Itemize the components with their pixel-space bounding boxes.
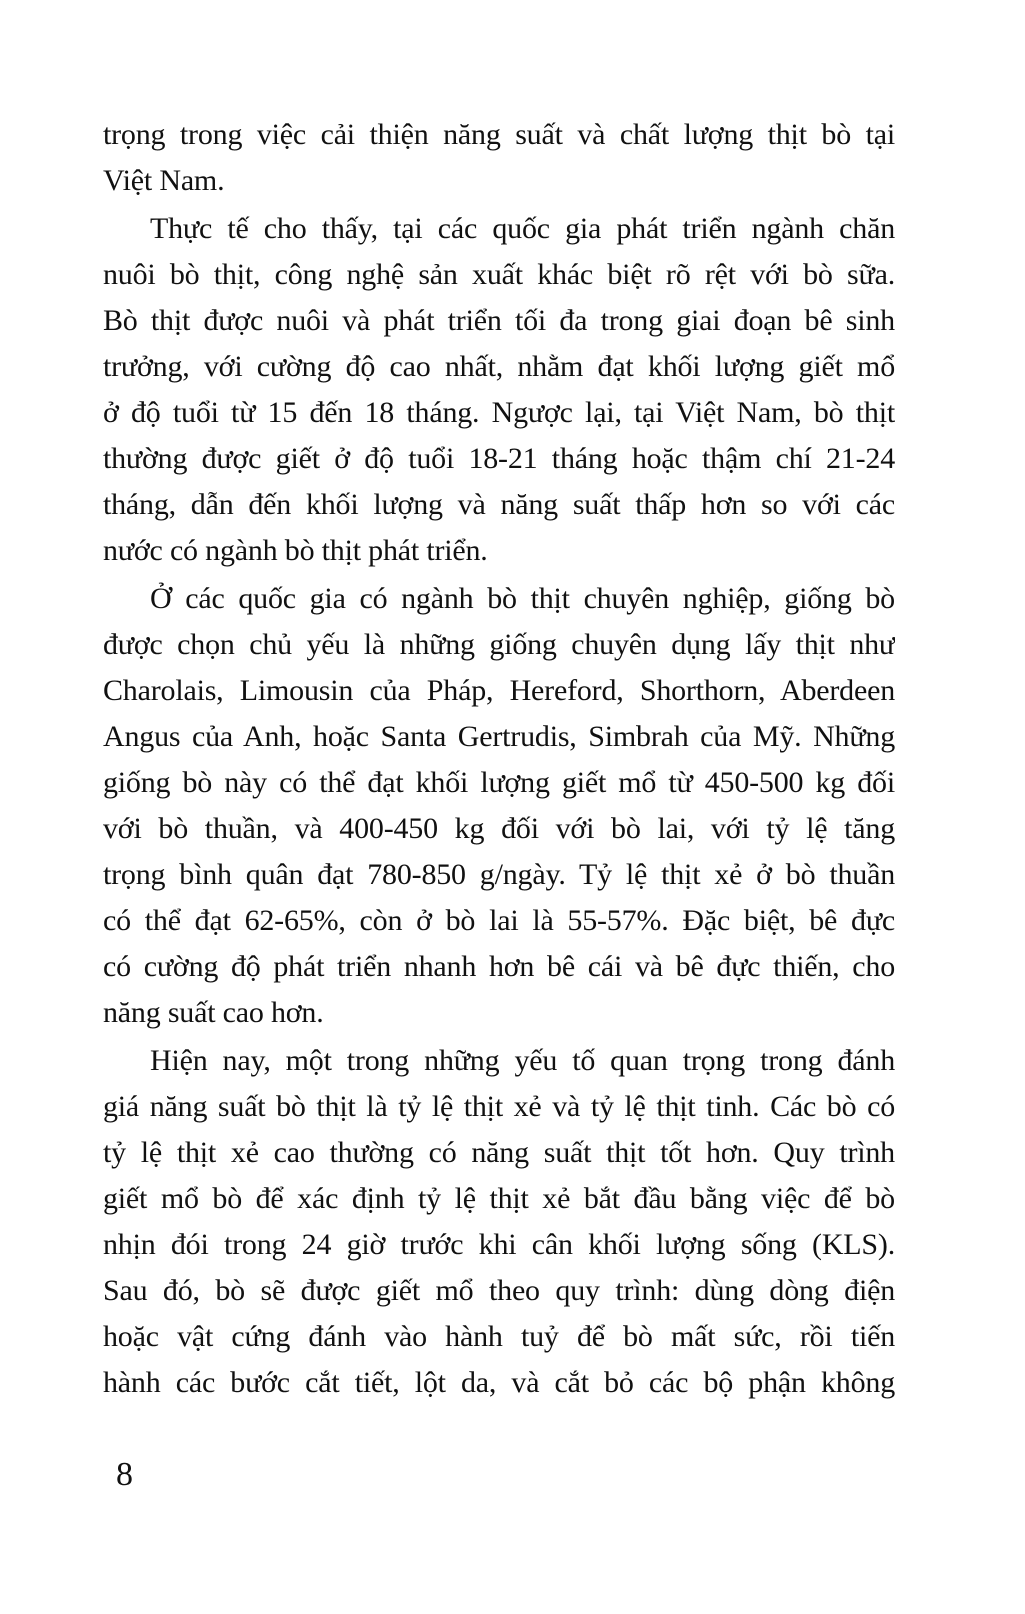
paragraph (103, 112, 895, 204)
text-line: tỷ lệ thịt xẻ cao thường có năng suất thịt tốt hơn. Quy trình (103, 1136, 895, 1169)
text-line: Angus của Anh, hoặc Santa Gertrudis, Simbrah của Mỹ. Những (103, 720, 895, 753)
text-line: Ở các quốc gia có ngành bò thịt chuyên nghiệp, giống bò (150, 582, 895, 615)
text-line: được chọn chủ yếu là những giống chuyên dụng lấy thịt như (103, 628, 895, 661)
paragraph (103, 576, 895, 1036)
text-line: Hiện nay, một trong những yếu tố quan trọng trong đánh (150, 1044, 895, 1077)
text-line: hoặc vật cứng đánh vào hành tuỷ để bò mất sức, rồi tiến (103, 1320, 895, 1353)
text-line: hành các bước cắt tiết, lột da, và cắt bỏ các bộ phận không (103, 1366, 895, 1399)
page-number: 8 (116, 1456, 133, 1493)
text-line: có cường độ phát triển nhanh hơn bê cái và bê đực thiến, cho (103, 950, 895, 983)
text-line: Việt Nam. (103, 164, 225, 197)
text-line: Thực tế cho thấy, tại các quốc gia phát triển ngành chăn (150, 212, 895, 245)
text-line: thường được giết ở độ tuổi 18-21 tháng hoặc thậm chí 21-24 (103, 442, 895, 475)
text-line: trọng bình quân đạt 780-850 g/ngày. Tỷ lệ thịt xẻ ở bò thuần (103, 858, 895, 891)
text-line: năng suất cao hơn. (103, 996, 324, 1029)
text-block (103, 112, 895, 1408)
paragraph (103, 1038, 895, 1406)
text-line: trọng trong việc cải thiện năng suất và chất lượng thịt bò tại (103, 118, 895, 151)
text-line: với bò thuần, và 400-450 kg đối với bò lai, với tỷ lệ tăng (103, 812, 895, 845)
text-line: tháng, dẫn đến khối lượng và năng suất thấp hơn so với các (103, 488, 895, 521)
text-line: trưởng, với cường độ cao nhất, nhằm đạt khối lượng giết mổ (103, 350, 895, 383)
text-line: Charolais, Limousin của Pháp, Hereford, Shorthorn, Aberdeen (103, 674, 895, 707)
text-line: ở độ tuổi từ 15 đến 18 tháng. Ngược lại, tại Việt Nam, bò thịt (103, 396, 895, 429)
text-line: nuôi bò thịt, công nghệ sản xuất khác biệt rõ rệt với bò sữa. (103, 258, 895, 291)
text-line: giết mổ bò để xác định tỷ lệ thịt xẻ bắt đầu bằng việc để bò (103, 1182, 895, 1215)
text-line: Sau đó, bò sẽ được giết mổ theo quy trình: dùng dòng điện (103, 1274, 895, 1307)
paragraph (103, 206, 895, 574)
text-line: có thể đạt 62-65%, còn ở bò lai là 55-57%. Đặc biệt, bê đực (103, 904, 895, 937)
text-line: nước có ngành bò thịt phát triển. (103, 534, 488, 567)
text-line: Bò thịt được nuôi và phát triển tối đa trong giai đoạn bê sinh (103, 304, 895, 337)
text-line: giống bò này có thể đạt khối lượng giết mổ từ 450-500 kg đối (103, 766, 895, 799)
text-line: nhịn đói trong 24 giờ trước khi cân khối lượng sống (KLS). (103, 1228, 895, 1261)
text-line: giá năng suất bò thịt là tỷ lệ thịt xẻ và tỷ lệ thịt tinh. Các bò có (103, 1090, 895, 1123)
